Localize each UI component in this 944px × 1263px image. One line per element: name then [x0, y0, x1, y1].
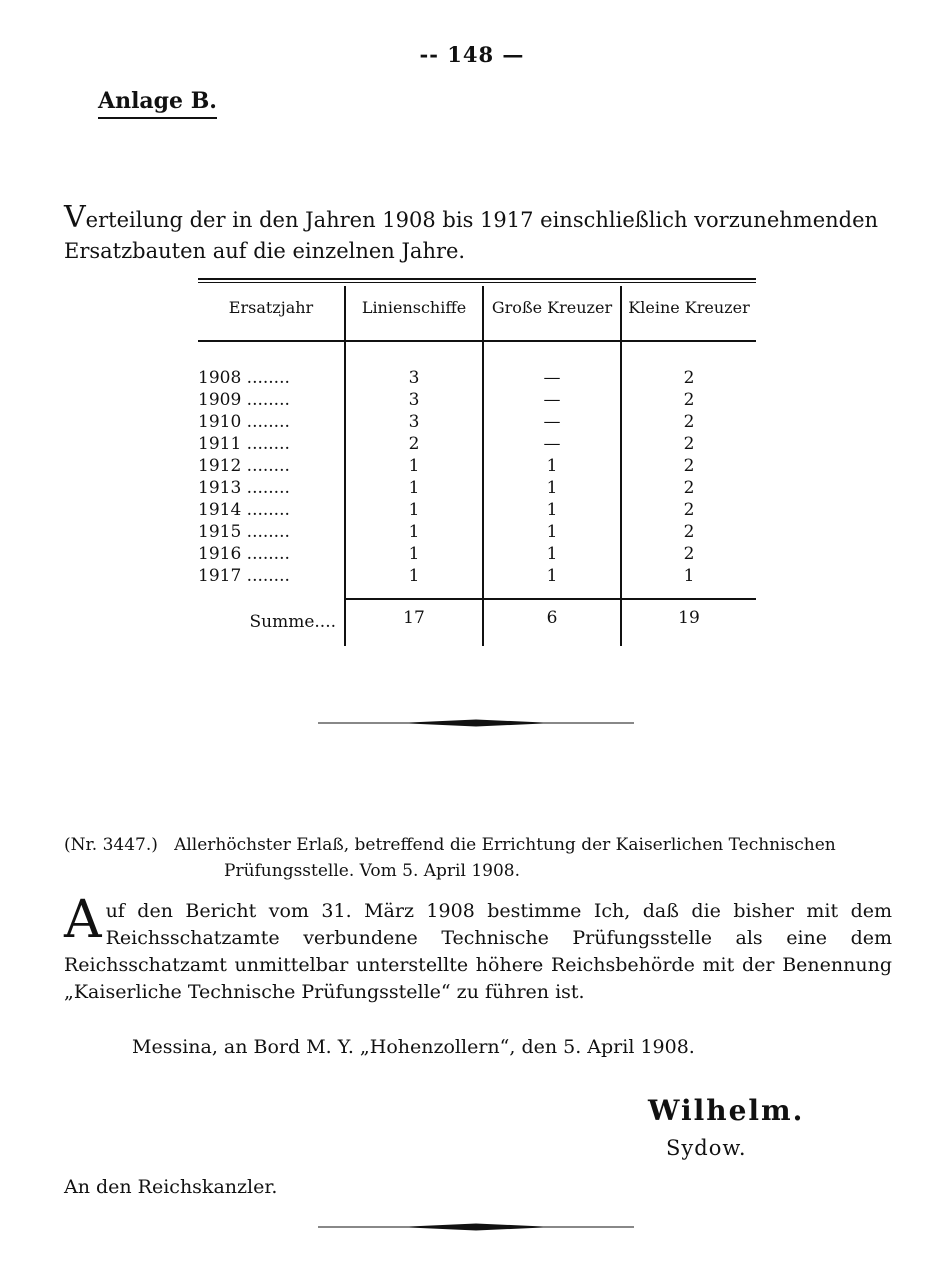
countersignature: Sydow. [666, 1136, 747, 1160]
table-cell: — [543, 368, 561, 388]
page-number: -- 148 — [419, 42, 525, 67]
decree-title-line2: Prüfungsstelle. Vom 5. April 1908. [224, 861, 520, 881]
table-cell: — [543, 412, 561, 432]
table-cell-year: 1913 ........ [198, 478, 290, 498]
table-sum-rule [346, 598, 756, 600]
table-cell-year: 1915 ........ [198, 522, 290, 542]
table-cell: 1 [546, 500, 558, 520]
table-cell: 1 [408, 456, 420, 476]
ornamental-divider [318, 1222, 634, 1232]
table-cell-year: 1916 ........ [198, 544, 290, 564]
table-top-rule [198, 278, 756, 280]
signature: Wilhelm. [648, 1094, 805, 1127]
replacement-schedule-table [198, 278, 756, 646]
table-cell: 1 [546, 456, 558, 476]
table-cell: 1 [408, 478, 420, 498]
table-cell: 2 [408, 434, 420, 454]
table-cell: — [543, 390, 561, 410]
column-header: Kleine Kreuzer [628, 298, 750, 317]
annex-label: Anlage B. [98, 88, 217, 119]
decree-body-text: uf den Bericht vom 31. März 1908 bestimme Ich, daß die bisher mit dem Reichsschatzamte verbundene Technische Prüfungsstelle als eine dem Reichsschatzamt unmittelbar unterstellte höhere Reichsbehörde mit der Benennung „Kaiserliche Technische Prüfungsstelle“ zu führen ist. [64, 900, 892, 1003]
table-cell: 3 [408, 368, 420, 388]
table-cell: 1 [546, 522, 558, 542]
decree-number: (Nr. 3447.) [64, 835, 158, 855]
table-cell: 1 [408, 522, 420, 542]
heading-text: erteilung der in den Jahren 1908 bis 1917 einschließlich vorzunehmenden Ersatzbauten auf die einzelnen Jahre. [64, 208, 879, 263]
table-cell: 2 [683, 390, 695, 410]
decree-title-line1: Allerhöchster Erlaß, betreffend die Errichtung der Kaiserlichen Technischen [174, 835, 836, 855]
table-header-rule [198, 340, 756, 342]
table-cell-year: 1914 ........ [198, 500, 290, 520]
table-cell: 2 [683, 434, 695, 454]
table-cell: 1 [546, 566, 558, 586]
table-cell-year: 1910 ........ [198, 412, 290, 432]
addressee: An den Reichskanzler. [64, 1176, 278, 1198]
table-top-rule-inner [198, 282, 756, 283]
table-cell: 1 [408, 500, 420, 520]
column-header: Große Kreuzer [491, 298, 613, 317]
table-cell: — [543, 434, 561, 454]
table-cell: 3 [408, 390, 420, 410]
table-cell: 1 [546, 544, 558, 564]
table-cell: 1 [408, 566, 420, 586]
heading-initial: V [64, 200, 86, 235]
place-date: Messina, an Bord M. Y. „Hohenzollern“, den 5. April 1908. [132, 1036, 695, 1058]
table-sum-cell: 17 [403, 608, 425, 628]
table-sum-cell: 6 [546, 608, 558, 628]
table-cell: 1 [408, 544, 420, 564]
decree-body [64, 890, 892, 1006]
table-cell: 3 [408, 412, 420, 432]
table-cell: 2 [683, 412, 695, 432]
table-cell: 1 [546, 478, 558, 498]
table-cell-year: 1911 ........ [198, 434, 290, 454]
column-header: Ersatzjahr [228, 298, 314, 317]
table-cell-year: 1909 ........ [198, 390, 290, 410]
table-cell-year: 1912 ........ [198, 456, 290, 476]
table-cell: 2 [683, 478, 695, 498]
table-cell: 1 [683, 566, 695, 586]
column-header: Linienschiffe [361, 298, 467, 317]
decree-title [64, 832, 892, 884]
section-heading [64, 202, 892, 267]
decree-initial: A [64, 890, 102, 950]
table-cell: 2 [683, 500, 695, 520]
table-sum-cell: 19 [678, 608, 700, 628]
table-cell-year: 1917 ........ [198, 566, 290, 586]
ornamental-divider [318, 718, 634, 728]
table-sum-label: Summe.... [249, 612, 336, 632]
table-cell: 2 [683, 456, 695, 476]
table-cell-year: 1908 ........ [198, 368, 290, 388]
table-cell: 2 [683, 368, 695, 388]
table-cell: 2 [683, 522, 695, 542]
table-cell: 2 [683, 544, 695, 564]
